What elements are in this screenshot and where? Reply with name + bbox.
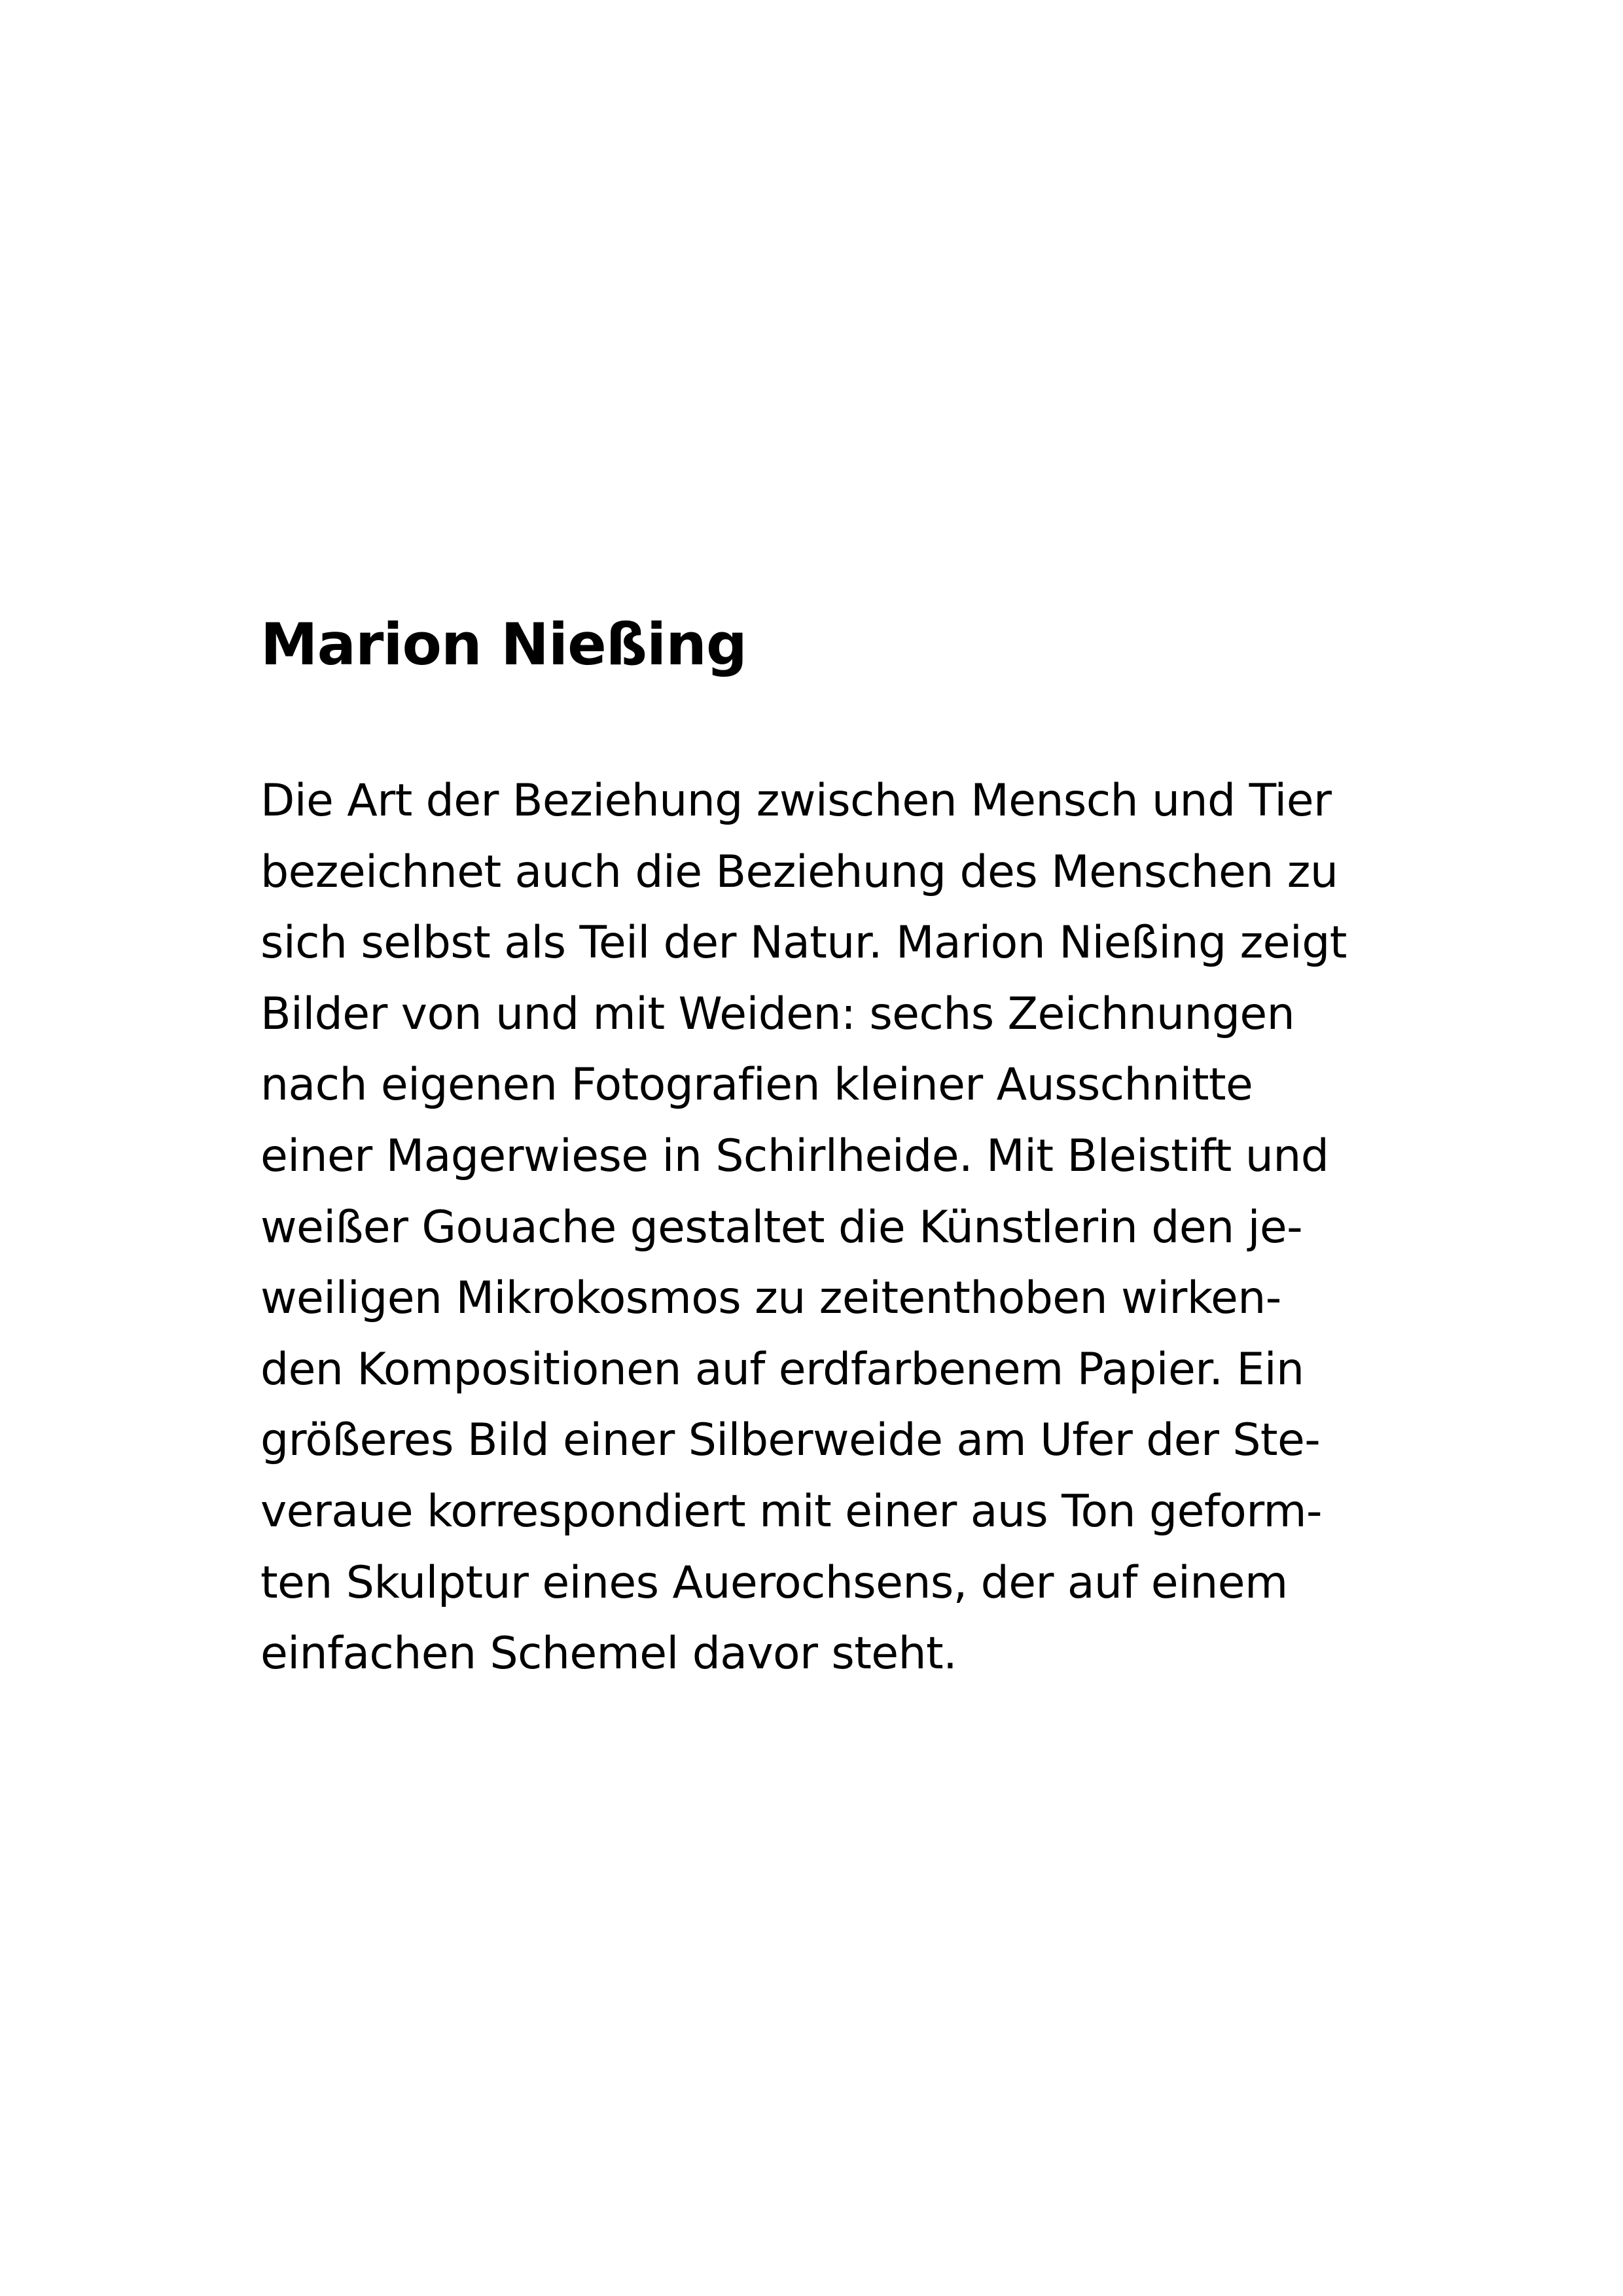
document-title: Marion Nießing (260, 611, 747, 678)
document-body-paragraph (260, 766, 1438, 1690)
paragraph-line: ten Skulptur eines Auerochsens, der auf einem (260, 1556, 1288, 1609)
paragraph-line: nach eigenen Fotografien kleiner Ausschnitte (260, 1059, 1253, 1111)
paragraph-line: sich selbst als Teil der Natur. Marion Nießing zeigt (260, 917, 1347, 969)
paragraph-line: veraue korrespondiert mit einer aus Ton geform- (260, 1485, 1322, 1537)
paragraph-line: größeres Bild einer Silberweide am Ufer der Ste- (260, 1414, 1321, 1467)
paragraph-line: weißer Gouache gestaltet die Künstlerin den je- (260, 1201, 1303, 1253)
paragraph-line: den Kompositionen auf erdfarbenem Papier. Ein (260, 1343, 1304, 1395)
paragraph-line: bezeichnet auch die Beziehung des Menschen zu (260, 846, 1338, 898)
paragraph-line: weiligen Mikrokosmos zu zeitenthoben wirken- (260, 1272, 1281, 1325)
paragraph-line: Bilder von und mit Weiden: sechs Zeichnungen (260, 988, 1295, 1040)
paragraph-line: Die Art der Beziehung zwischen Mensch und Tier (260, 775, 1332, 827)
paragraph-line: einfachen Schemel davor steht. (260, 1628, 957, 1680)
paragraph-line: einer Magerwiese in Schirlheide. Mit Bleistift und (260, 1130, 1329, 1182)
